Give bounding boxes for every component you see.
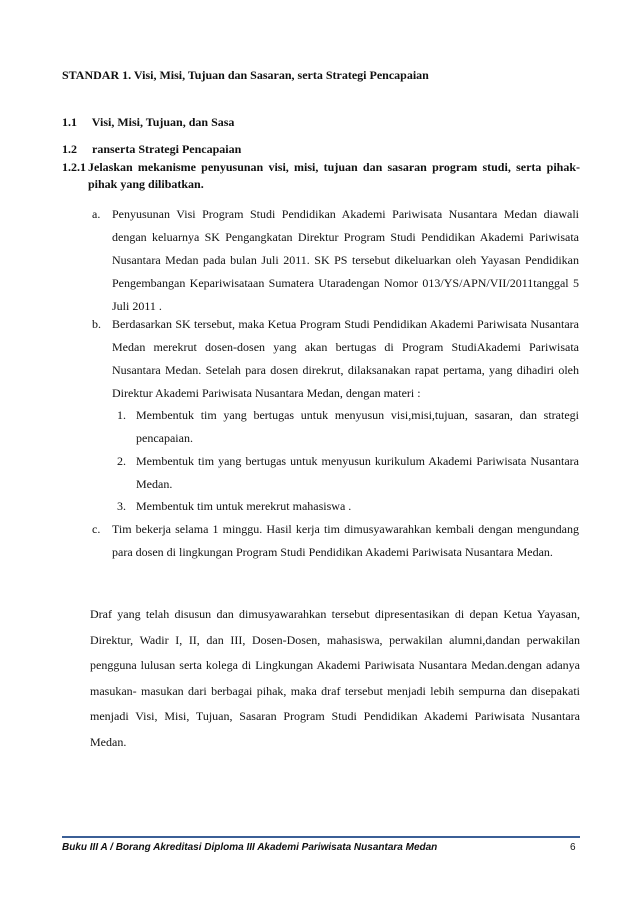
section-heading-1-2-1 [62,159,580,193]
footer-rule [62,836,580,838]
standard-title: STANDAR 1. Visi, Misi, Tujuan dan Sasaran, serta Strategi Pencapaian [62,68,429,82]
section-number: 1.2 [62,142,77,156]
list-text: Penyusunan Visi Program Studi Pendidikan Akademi Pariwisata Nusantara Medan diawali dengan keluarnya SK Pengangkatan Direktur Program Studi Pendidikan Akademi Pariwisata Nusantara Medan pada bulan Juli 2011. SK PS tersebut dikeluarkan oleh Yayasan Pendidikan Pengembangan Kepariwisataan Sumatera Utaradengan Nomor 013/YS/APN/VII/2011tanggal 5 Juli 2011 . [112,207,579,313]
list-text: Membentuk tim yang bertugas untuk menyusun visi,misi,tujuan, sasaran, dan strategi pencapaian. [136,408,579,445]
page-number: 6 [570,842,576,853]
list-marker: a. [92,207,101,221]
list-text: Membentuk tim untuk merekrut mahasiswa . [136,499,352,513]
sublist-item-2 [117,450,579,496]
footer-text: Buku III A / Borang Akreditasi Diploma III Akademi Pariwisata Nusantara Medan [62,842,438,853]
section-title: ranserta Strategi Pencapaian [92,142,242,156]
list-marker: c. [92,522,101,536]
list-item-b [92,313,579,405]
list-item-c [92,518,579,564]
sublist-item-1 [117,404,579,450]
list-marker: 2. [117,454,126,468]
section-heading-1-1 [62,115,234,130]
list-text: Berdasarkan SK tersebut, maka Ketua Program Studi Pendidikan Akademi Pariwisata Nusantara Medan merekrut dosen-dosen yang akan bertugas di Program StudiAkademi Pariwisata Nusantara Medan. Setelah para dosen direkrut, dilaksanakan rapat pertama, yang dihadiri oleh Direktur Akademi Pariwisata Nusantara Medan, dengan materi : [112,317,579,400]
section-number: 1.1 [62,115,77,129]
list-text: Tim bekerja selama 1 minggu. Hasil kerja tim dimusyawarahkan kembali dengan mengundang para dosen di lingkungan Program Studi Pendidikan Akademi Pariwisata Nusantara Medan. [112,522,579,559]
list-item-a [92,203,579,318]
section-heading-1-2 [62,142,241,157]
list-marker: 1. [117,408,126,422]
body-paragraph: Draf yang telah disusun dan dimusyawarahkan tersebut dipresentasikan di depan Ketua Yayasan, Direktur, Wadir I, II, dan III, Dosen-Dosen, mahasiswa, perwakilan alumni,dandan perwakilan pengguna lulusan serta kolega di Lingkungan Akademi Pariwisata Nusantara Medan.dengan adanya masukan- masukan dari berbagai pihak, maka draf tersebut menjadi lebih sempurna dan disepakati menjadi Visi, Misi, Tujuan, Sasaran Program Studi Pendidikan Akademi Pariwisata Nusantara Medan. [90,607,580,749]
list-text: Membentuk tim yang bertugas untuk menyusun kurikulum Akademi Pariwisata Nusantara Medan. [136,454,579,491]
list-marker: b. [92,317,101,331]
section-title: Visi, Misi, Tujuan, dan Sasa [91,115,235,129]
sublist-item-3 [117,495,579,518]
list-marker: 3. [117,499,126,513]
section-number: 1.2.1 [62,160,86,174]
section-title: Jelaskan mekanisme penyusunan visi, misi, tujuan dan sasaran program studi, serta pihak-pihak yang dilibatkan. [88,160,580,191]
